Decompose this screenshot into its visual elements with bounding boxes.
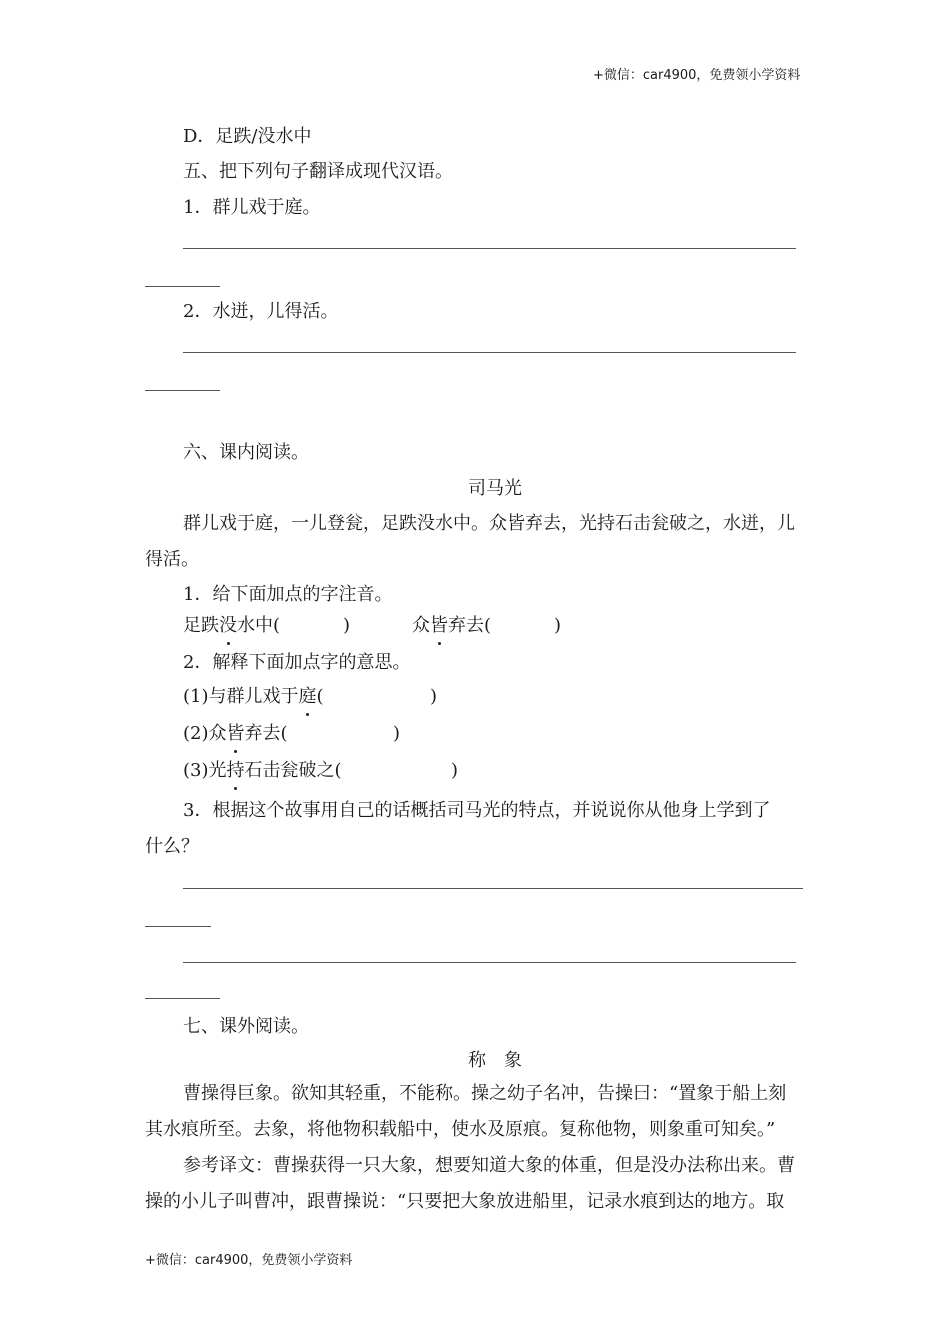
- passage-title: 司马光: [468, 478, 522, 499]
- option-d: D．足跌/没水中: [183, 126, 312, 147]
- answer-line: [183, 248, 796, 249]
- header-text: +微信：car4900，免费领小学资料: [593, 68, 801, 83]
- answer-line: [145, 286, 220, 287]
- meaning-item-3: [183, 759, 342, 783]
- sec5-question-2: 2．水迸，儿得活。: [183, 301, 339, 322]
- item-text: (: [316, 686, 324, 707]
- close-paren: ): [451, 760, 459, 781]
- passage-line: 其水痕所至。去象，将他物积载船中，使水及原痕。复称他物，则象重可知矣。”: [145, 1119, 776, 1140]
- translation-line: 参考译文：曹操获得一只大象，想要知道大象的体重，但是没办法称出来。曹: [183, 1155, 795, 1176]
- sec5-question-1: 1．群儿戏于庭。: [183, 197, 321, 218]
- sec6-question-3-cont: 什么？: [145, 836, 199, 857]
- answer-line: [145, 390, 220, 391]
- passage-title: 称 象: [468, 1050, 522, 1071]
- item-text: (3)光: [183, 760, 227, 781]
- passage-line: 群儿戏于庭，一儿登瓮，足跌没水中。众皆弃去，光持石击瓮破之，水迸，儿: [183, 513, 795, 534]
- close-paren: ): [554, 615, 562, 636]
- close-paren: ): [430, 686, 438, 707]
- meaning-item-1: [183, 685, 324, 709]
- item-text: 水中(: [237, 615, 281, 636]
- item-text: 弃去(: [244, 723, 288, 744]
- answer-line: [183, 888, 803, 889]
- sec6-question-2: 2．解释下面加点字的意思。: [183, 652, 411, 673]
- answer-line: [183, 962, 796, 963]
- sec6-question-1: 1．给下面加点的字注音。: [183, 584, 393, 605]
- answer-line: [145, 926, 211, 927]
- sec6-question-3: 3．根据这个故事用自己的话概括司马光的特点，并说说你从他身上学到了: [183, 800, 771, 821]
- item-text: 众: [412, 615, 430, 636]
- close-paren: ): [393, 723, 401, 744]
- item-text: 足跌: [183, 615, 219, 636]
- answer-line: [183, 352, 796, 353]
- section-6-title: 六、课内阅读。: [183, 442, 309, 463]
- item-text: (2)众: [183, 723, 227, 744]
- dotted-char: 皆: [430, 615, 448, 636]
- meaning-item-2: [183, 722, 288, 746]
- dotted-char: 皆: [226, 723, 245, 744]
- passage-line: 得活。: [145, 549, 199, 570]
- section-7-title: 七、课外阅读。: [183, 1016, 309, 1037]
- footer-text: +微信：car4900，免费领小学资料: [145, 1253, 353, 1268]
- dotted-char: 没: [219, 615, 237, 636]
- item-text: (1)与群儿戏于: [183, 686, 299, 707]
- item-text: 石击瓮破之(: [244, 760, 342, 781]
- answer-line: [145, 998, 220, 999]
- close-paren: ): [343, 615, 351, 636]
- pinyin-item-a: [183, 614, 280, 638]
- passage-line: 曹操得巨象。欲知其轻重，不能称。操之幼子名冲，告操曰：“置象于船上刻: [183, 1083, 787, 1104]
- pinyin-item-b: [412, 614, 491, 638]
- section-5-title: 五、把下列句子翻译成现代汉语。: [183, 161, 453, 182]
- dotted-char: 持: [226, 760, 245, 781]
- dotted-char: 庭: [298, 686, 317, 707]
- item-text: 弃去(: [448, 615, 492, 636]
- translation-line: 操的小儿子叫曹冲，跟曹操说：“只要把大象放进船里，记录水痕到达的地方。取: [145, 1191, 785, 1212]
